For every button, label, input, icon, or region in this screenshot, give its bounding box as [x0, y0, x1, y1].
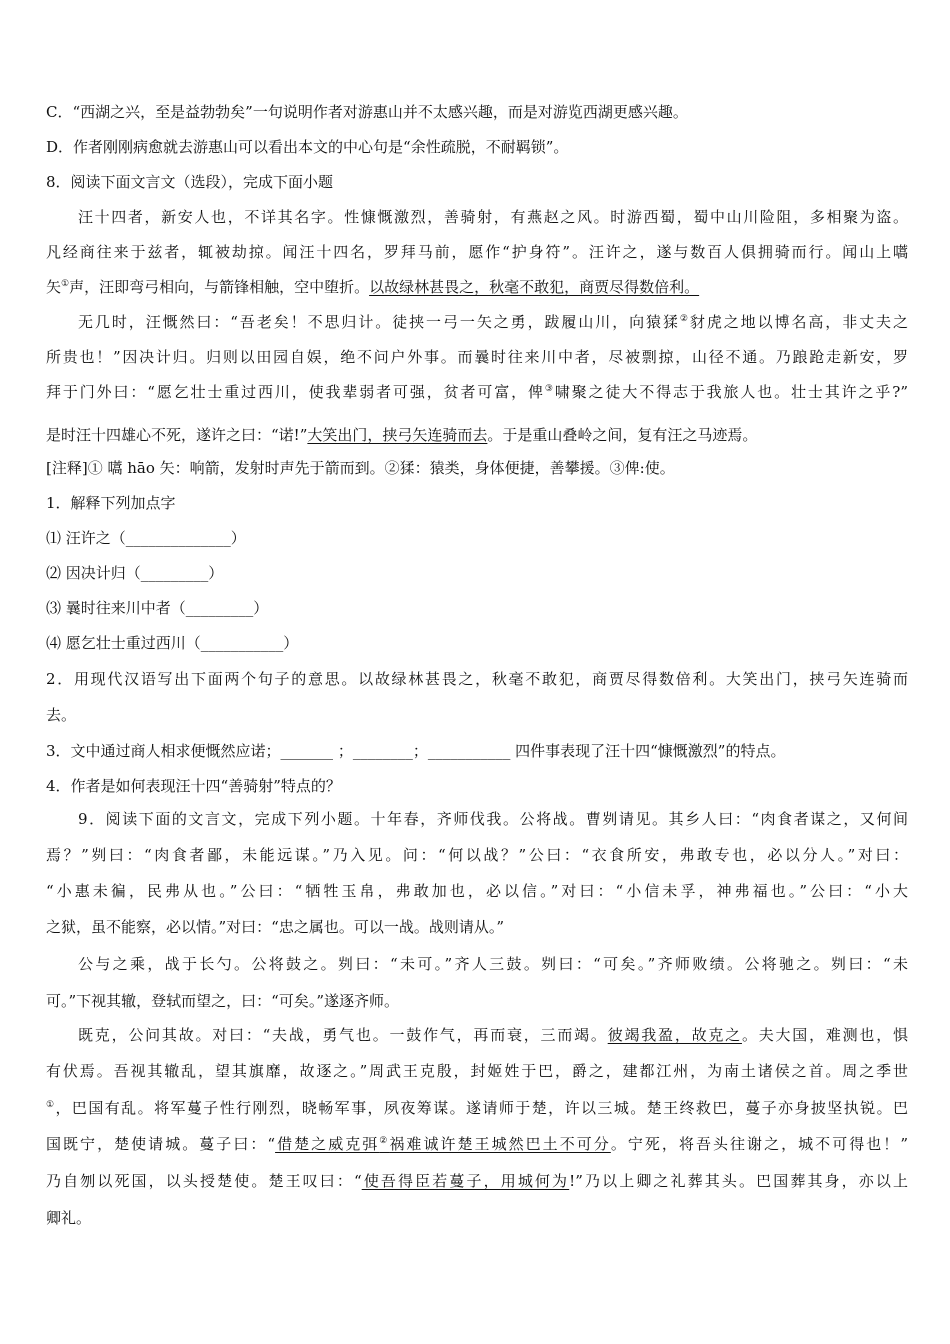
separator: ；	[412, 742, 428, 760]
q8-p1-line3	[46, 276, 908, 298]
text-run: 。宁死，将吾头往谢之，城不可得也！”	[610, 1135, 908, 1153]
item-end: ）	[230, 529, 246, 547]
text-run: 既克，公问其故。对曰：“夫战，勇气也。一鼓作气，再而衰，三而竭。	[78, 1026, 608, 1044]
q8-heading: 8．阅读下面文言文（选段），完成下面小题	[46, 173, 334, 191]
answer-blank[interactable]: ___________	[200, 634, 284, 652]
q8-p2-line4	[46, 424, 908, 446]
text-run: 无几时，汪慨然曰：“吾老矣！不思归计。徒挟一弓一矢之勇，跋履山川，向猿猱	[78, 313, 680, 331]
text-run: 。于是重山叠岭之间，复有汪之马迹焉。	[487, 426, 758, 444]
text-run: 3．文中通过商人相求便慨然应诺；	[46, 742, 281, 760]
q8-sub1-item-3	[46, 597, 908, 619]
text-run: 国既宁，楚使请城。蔓子曰：“	[46, 1135, 276, 1153]
text-run: !”乃以上卿之礼葬其头。巴国葬其身，亦以上	[569, 1172, 909, 1190]
answer-blank[interactable]: ________	[352, 742, 413, 760]
item-text: ⑵ 因决计归（	[46, 564, 141, 582]
item-end: ）	[283, 634, 299, 652]
underlined-sentence-3: 彼竭我盈，故克之	[607, 1026, 742, 1044]
q9-p3-line2: 有伏焉。吾视其辙乱，望其旗靡，故逐之。”周武王克殷，封姬姓于巴，爵之，建都江州，为南土诸侯之首。周之季世	[46, 1062, 908, 1080]
q8-sub2-line1: 2．用现代汉语写出下面两个句子的意思。以故绿林甚畏之，秋毫不敢犯，商贾尽得数倍利。大笑出门，挟弓矢连骑而	[46, 670, 908, 688]
q9-p2-line2: 可。”下视其辙，登轼而望之，曰：“可矣。”遂逐齐师。	[46, 992, 400, 1010]
q9-p1-line1: 9．阅读下面的文言文，完成下列小题。十年春，齐师伐我。公将战。曹刿请见。其乡人曰：“肉食者谋之，又何间	[78, 810, 908, 828]
text-run: 乃自刎以死国，以头授楚使。楚王叹曰：“	[46, 1172, 362, 1190]
item-text: ⑶ 曩时往来川中者（	[46, 599, 186, 617]
underlined-sentence-2: 大笑出门，挟弓矢连骑而去	[307, 426, 488, 444]
q8-p2-line3	[46, 381, 908, 403]
q9-p3-line4	[46, 1133, 908, 1155]
item-end: ）	[208, 564, 224, 582]
option-d: D．作者刚刚病愈就去游惠山可以看出本文的中心句是“余性疏脱，不耐羁锁”。	[46, 138, 569, 156]
q9-p3-line6: 卿礼。	[46, 1209, 92, 1227]
text-run: 矢	[46, 278, 62, 296]
q9-p1-line2: 焉？”刿曰：“肉食者鄙，未能远谋。”乃入见。问：“何以战？”公曰：“衣食所安，弗敢专也，必以分人。”对曰：	[46, 846, 908, 864]
footnote-mark: ①	[46, 1100, 56, 1110]
text-run: 借楚之威克弭	[275, 1135, 380, 1153]
answer-blank[interactable]: _________	[140, 564, 209, 582]
text-run: 。夫大国，难测也，惧	[741, 1026, 908, 1044]
item-end: ）	[253, 599, 269, 617]
q8-annotation: [注释]① 嚆 hāo 矢：响箭，发射时声先于箭而到。②猱：猿类，身体便捷，善攀援。③俾:使。	[46, 459, 675, 477]
underlined-sentence-4	[275, 1135, 611, 1153]
q8-p2-line1	[78, 311, 908, 333]
q8-p1-line2: 凡经商往来于兹者，辄被劫掠。闻汪十四名，罗拜马前，愿作“护身符”。汪许之，遂与数百人俱拥骑而行。闻山上嚆	[46, 243, 908, 261]
q8-sub2-line2: 去。	[46, 706, 77, 724]
q8-sub4: 4．作者是如何表现汪十四“善骑射”特点的？	[46, 777, 341, 795]
underlined-sentence-1: 以故绿林甚畏之，秋毫不敢犯，商贾尽得数倍利。	[369, 278, 700, 296]
text-run: 豺虎之地以博名高，非丈夫之	[689, 313, 908, 331]
q8-p2-line2: 所贵也！”因决计归。归则以田园自娱，绝不问户外事。而曩时往来川中者，尽被剽掠，山径不通。乃踉跄走新安，罗	[46, 348, 908, 366]
text-run: 声，汪即弯弓相向，与箭锋相触，空中堕折。	[69, 278, 370, 296]
footnote-mark: ③	[544, 384, 555, 394]
q8-sub1-item-1	[46, 527, 908, 549]
q9-p1-line3: “小惠未徧，民弗从也。”公曰：“牺牲玉帛，弗敢加也，必以信。”对曰：“小信未孚，神弗福也。”公曰：“小大	[46, 882, 908, 900]
text-run: 拜于门外曰：“愿乞壮士重过西川，使我辈弱者可强，贫者可富，俾	[46, 383, 545, 401]
underlined-sentence-5: 使吾得臣若蔓子，用城何为	[361, 1172, 570, 1190]
item-text: ⑴ 汪许之（	[46, 529, 126, 547]
q9-p1-line4: 之狱，虽不能察，必以情。”对曰：“忠之属也。可以一战。战则请从。”	[46, 918, 505, 936]
q8-sub3	[46, 740, 908, 762]
q8-sub1-item-4	[46, 632, 908, 654]
q8-sub1-item-2	[46, 562, 908, 584]
answer-blank[interactable]: _______	[280, 742, 334, 760]
option-c: C．“西湖之兴，至是益勃勃矣”一句说明作者对游惠山并不太感兴趣，而是对游览西湖更感兴趣。	[46, 103, 688, 121]
text-run: 四件事表现了汪十四“慷慨激烈”的特点。	[515, 742, 786, 760]
text-run: 啸聚之徒大不得志于我旅人也。壮士其许之乎?”	[554, 383, 909, 401]
q8-p1-line1: 汪十四者，新安人也，不详其名字。性慷慨激烈，善骑射，有燕赵之风。时游西蜀，蜀中山川险阻，多相聚为盗。	[78, 208, 908, 226]
answer-blank[interactable]: ___________	[427, 742, 511, 760]
q9-p3-line1	[78, 1024, 908, 1046]
footnote-mark: ②	[679, 314, 690, 324]
footnote-mark: ①	[61, 279, 70, 289]
footnote-mark: ②	[379, 1136, 390, 1146]
answer-blank[interactable]: _________	[185, 599, 254, 617]
q9-p2-line1: 公与之乘，战于长勺。公将鼓之。刿曰：“未可。”齐人三鼓。刿曰：“可矣。”齐师败绩。公将驰之。刿曰：“未	[78, 955, 908, 973]
text-run: 祸难诚许楚王城然巴土不可分	[389, 1135, 611, 1153]
text-run: ，巴国有乱。将军蔓子性行刚烈，晓畅军事，夙夜筹谋。遂请师于楚，许以三城。楚王终救巴，蔓子亦身披坚执锐。巴	[55, 1099, 908, 1117]
answer-blank[interactable]: ______________	[125, 529, 231, 547]
separator: ；	[337, 742, 353, 760]
item-text: ⑷ 愿乞壮士重过西川（	[46, 634, 201, 652]
q9-p3-line5	[46, 1170, 908, 1192]
q8-sub1-heading: 1．解释下列加点字	[46, 494, 176, 512]
q9-p3-line3	[46, 1097, 908, 1119]
text-run: 是时汪十四雄心不死，遂许之曰：“诺!”	[46, 426, 308, 444]
